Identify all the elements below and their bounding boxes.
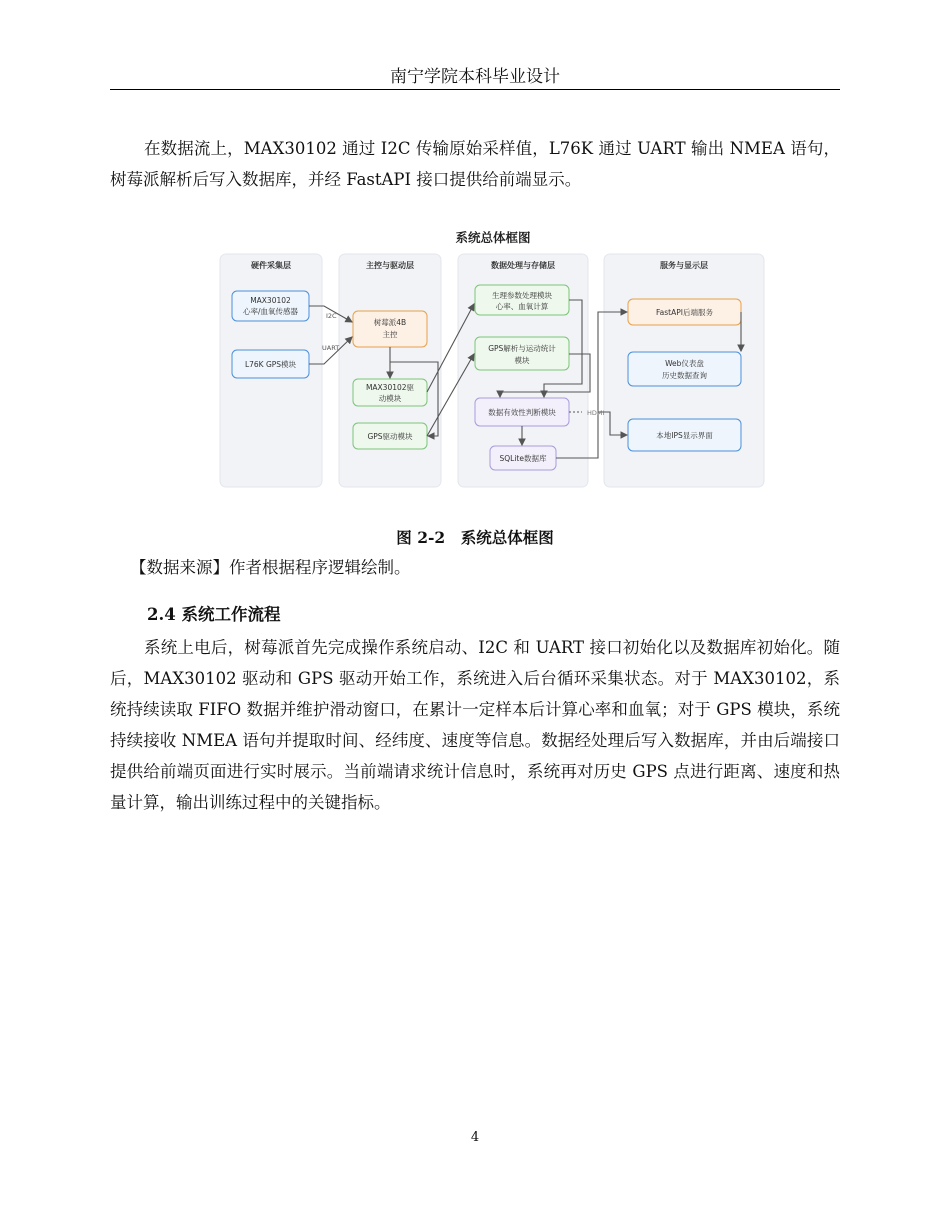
- section-heading: 2.4 系统工作流程: [147, 605, 281, 624]
- header-rule: [110, 89, 840, 90]
- node-physio-processing-line2: 心率、血氧计算: [495, 302, 549, 311]
- node-gps-parse: [475, 337, 569, 370]
- paragraph-workflow: 系统上电后，树莓派首先完成操作系统启动、I2C 和 UART 接口初始化以及数据库初始化。随后，MAX30102 驱动和 GPS 驱动开始工作，系统进入后台循环采集状态。对于 MAX30102，系统持续读取 FIFO 数据并维护滑动窗口，在累计一定样本后计算心率和血氧；对于 GPS 模块，系统持续接收 NMEA 语句并提取时间、经纬度、速度等信息。数据经处理后写入数据库，并由后端接口提供给前端页面进行实时展示。当前端请求统计信息时，系统再对历史 GPS 点进行距离、速度和热量计算，输出训练过程中的关键指标。: [110, 638, 840, 812]
- node-physio-processing-line1: 生理参数处理模块: [492, 291, 552, 300]
- node-web-dashboard-line1: Web仪表盘: [665, 359, 704, 368]
- node-gps-driver-label: GPS驱动模块: [367, 432, 413, 441]
- data-source-note: 【数据来源】作者根据程序逻辑绘制。: [130, 558, 411, 577]
- node-l76k-label: L76K GPS模块: [244, 360, 297, 369]
- edge-label-uart: UART: [322, 344, 340, 352]
- node-web-dashboard-line2: 历史数据查询: [662, 371, 707, 380]
- layer-label-data: 数据处理与存储层: [491, 261, 555, 270]
- node-fastapi-label: FastAPI后端服务: [656, 308, 713, 317]
- layer-label-hardware: 硬件采集层: [251, 261, 291, 270]
- node-validity-check-label: 数据有效性判断模块: [488, 408, 556, 417]
- node-max30102-sensor-line2: 心率/血氧传感器: [242, 307, 299, 316]
- layer-label-service: 服务与显示层: [660, 261, 708, 270]
- node-web-dashboard: [628, 352, 741, 386]
- diagram-title: 系统总体框图: [455, 230, 531, 245]
- page-number: 4: [470, 1130, 480, 1145]
- paragraph-data-flow: 在数据流上，MAX30102 通过 I2C 传输原始采样值，L76K 通过 UART 输出 NMEA 语句，树莓派解析后写入数据库，并经 FastAPI 接口提供给前端显示。: [110, 139, 840, 189]
- system-block-diagram: [210, 224, 770, 496]
- node-ips-display-label: 本地IPS显示界面: [656, 431, 713, 440]
- node-max30102-sensor-line1: MAX30102: [250, 296, 291, 305]
- layer-label-control: 主控与驱动层: [366, 261, 414, 270]
- node-gps-parse-line2: 模块: [514, 356, 530, 365]
- edge-label-i2c: I2C: [326, 312, 337, 320]
- node-raspberry-pi-line1: 树莓派4B: [373, 318, 407, 327]
- node-raspberry-pi-line2: 主控: [382, 330, 398, 339]
- node-sqlite-label: SQLite数据库: [499, 454, 547, 463]
- figure-caption: 图 2-2 系统总体框图: [396, 528, 554, 547]
- node-max30102-driver-line2: 动模块: [378, 394, 402, 403]
- node-gps-parse-line1: GPS解析与运动统计: [488, 344, 556, 353]
- node-raspberry-pi: [353, 311, 427, 347]
- edge-label-hdmi: HDMI: [587, 409, 605, 417]
- node-max30102-driver-line1: MAX30102驱: [365, 383, 415, 392]
- page-header: 南宁学院本科毕业设计: [390, 67, 560, 87]
